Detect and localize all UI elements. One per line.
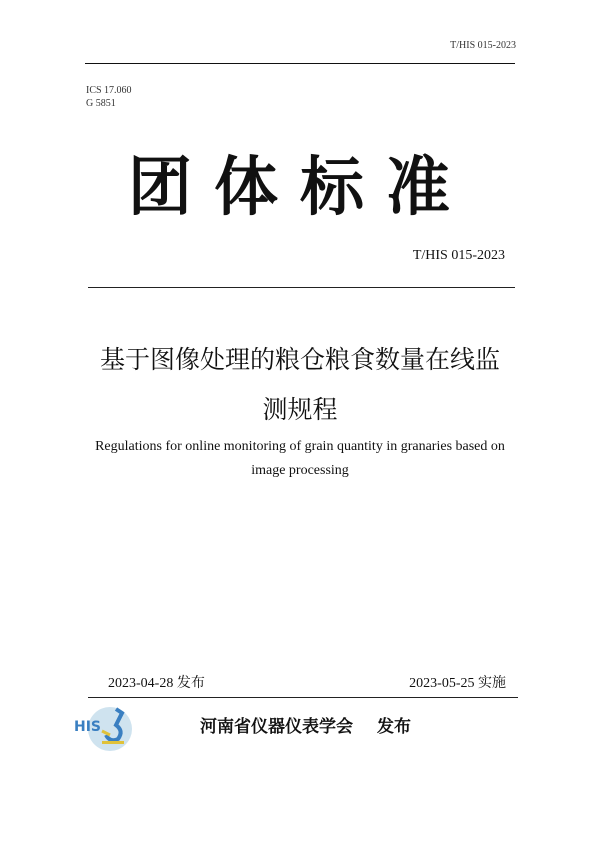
divider [88, 287, 515, 288]
his-logo-icon [72, 703, 136, 753]
header-divider [85, 63, 515, 64]
publish-label: 发布 [377, 717, 411, 737]
classification [86, 84, 132, 110]
svg-text:HIS: HIS [74, 719, 102, 735]
document-type: 团体标准 [128, 150, 472, 225]
publisher: 河南省仪器仪表学会 [200, 717, 353, 737]
effective-date: 2023-05-25 实施 [409, 676, 506, 691]
standard-number: T/HIS 015-2023 [412, 248, 505, 263]
publisher-line [200, 712, 411, 737]
title-en-line1: Regulations for online monitoring of grain quantity in granaries based on [95, 439, 505, 454]
issue-date: 2023-04-28 发布 [108, 676, 205, 691]
title-en-line2: image processing [251, 463, 349, 478]
title-cn-line2: 测规程 [262, 395, 338, 424]
title-cn-line1: 基于图像处理的粮仓粮食数量在线监 [99, 345, 500, 374]
footer-divider [88, 697, 518, 698]
header-code: T/HIS 015-2023 [450, 40, 516, 51]
ics-code: ICS 17.060 [86, 85, 132, 96]
ccs-code: G 5851 [86, 98, 116, 109]
